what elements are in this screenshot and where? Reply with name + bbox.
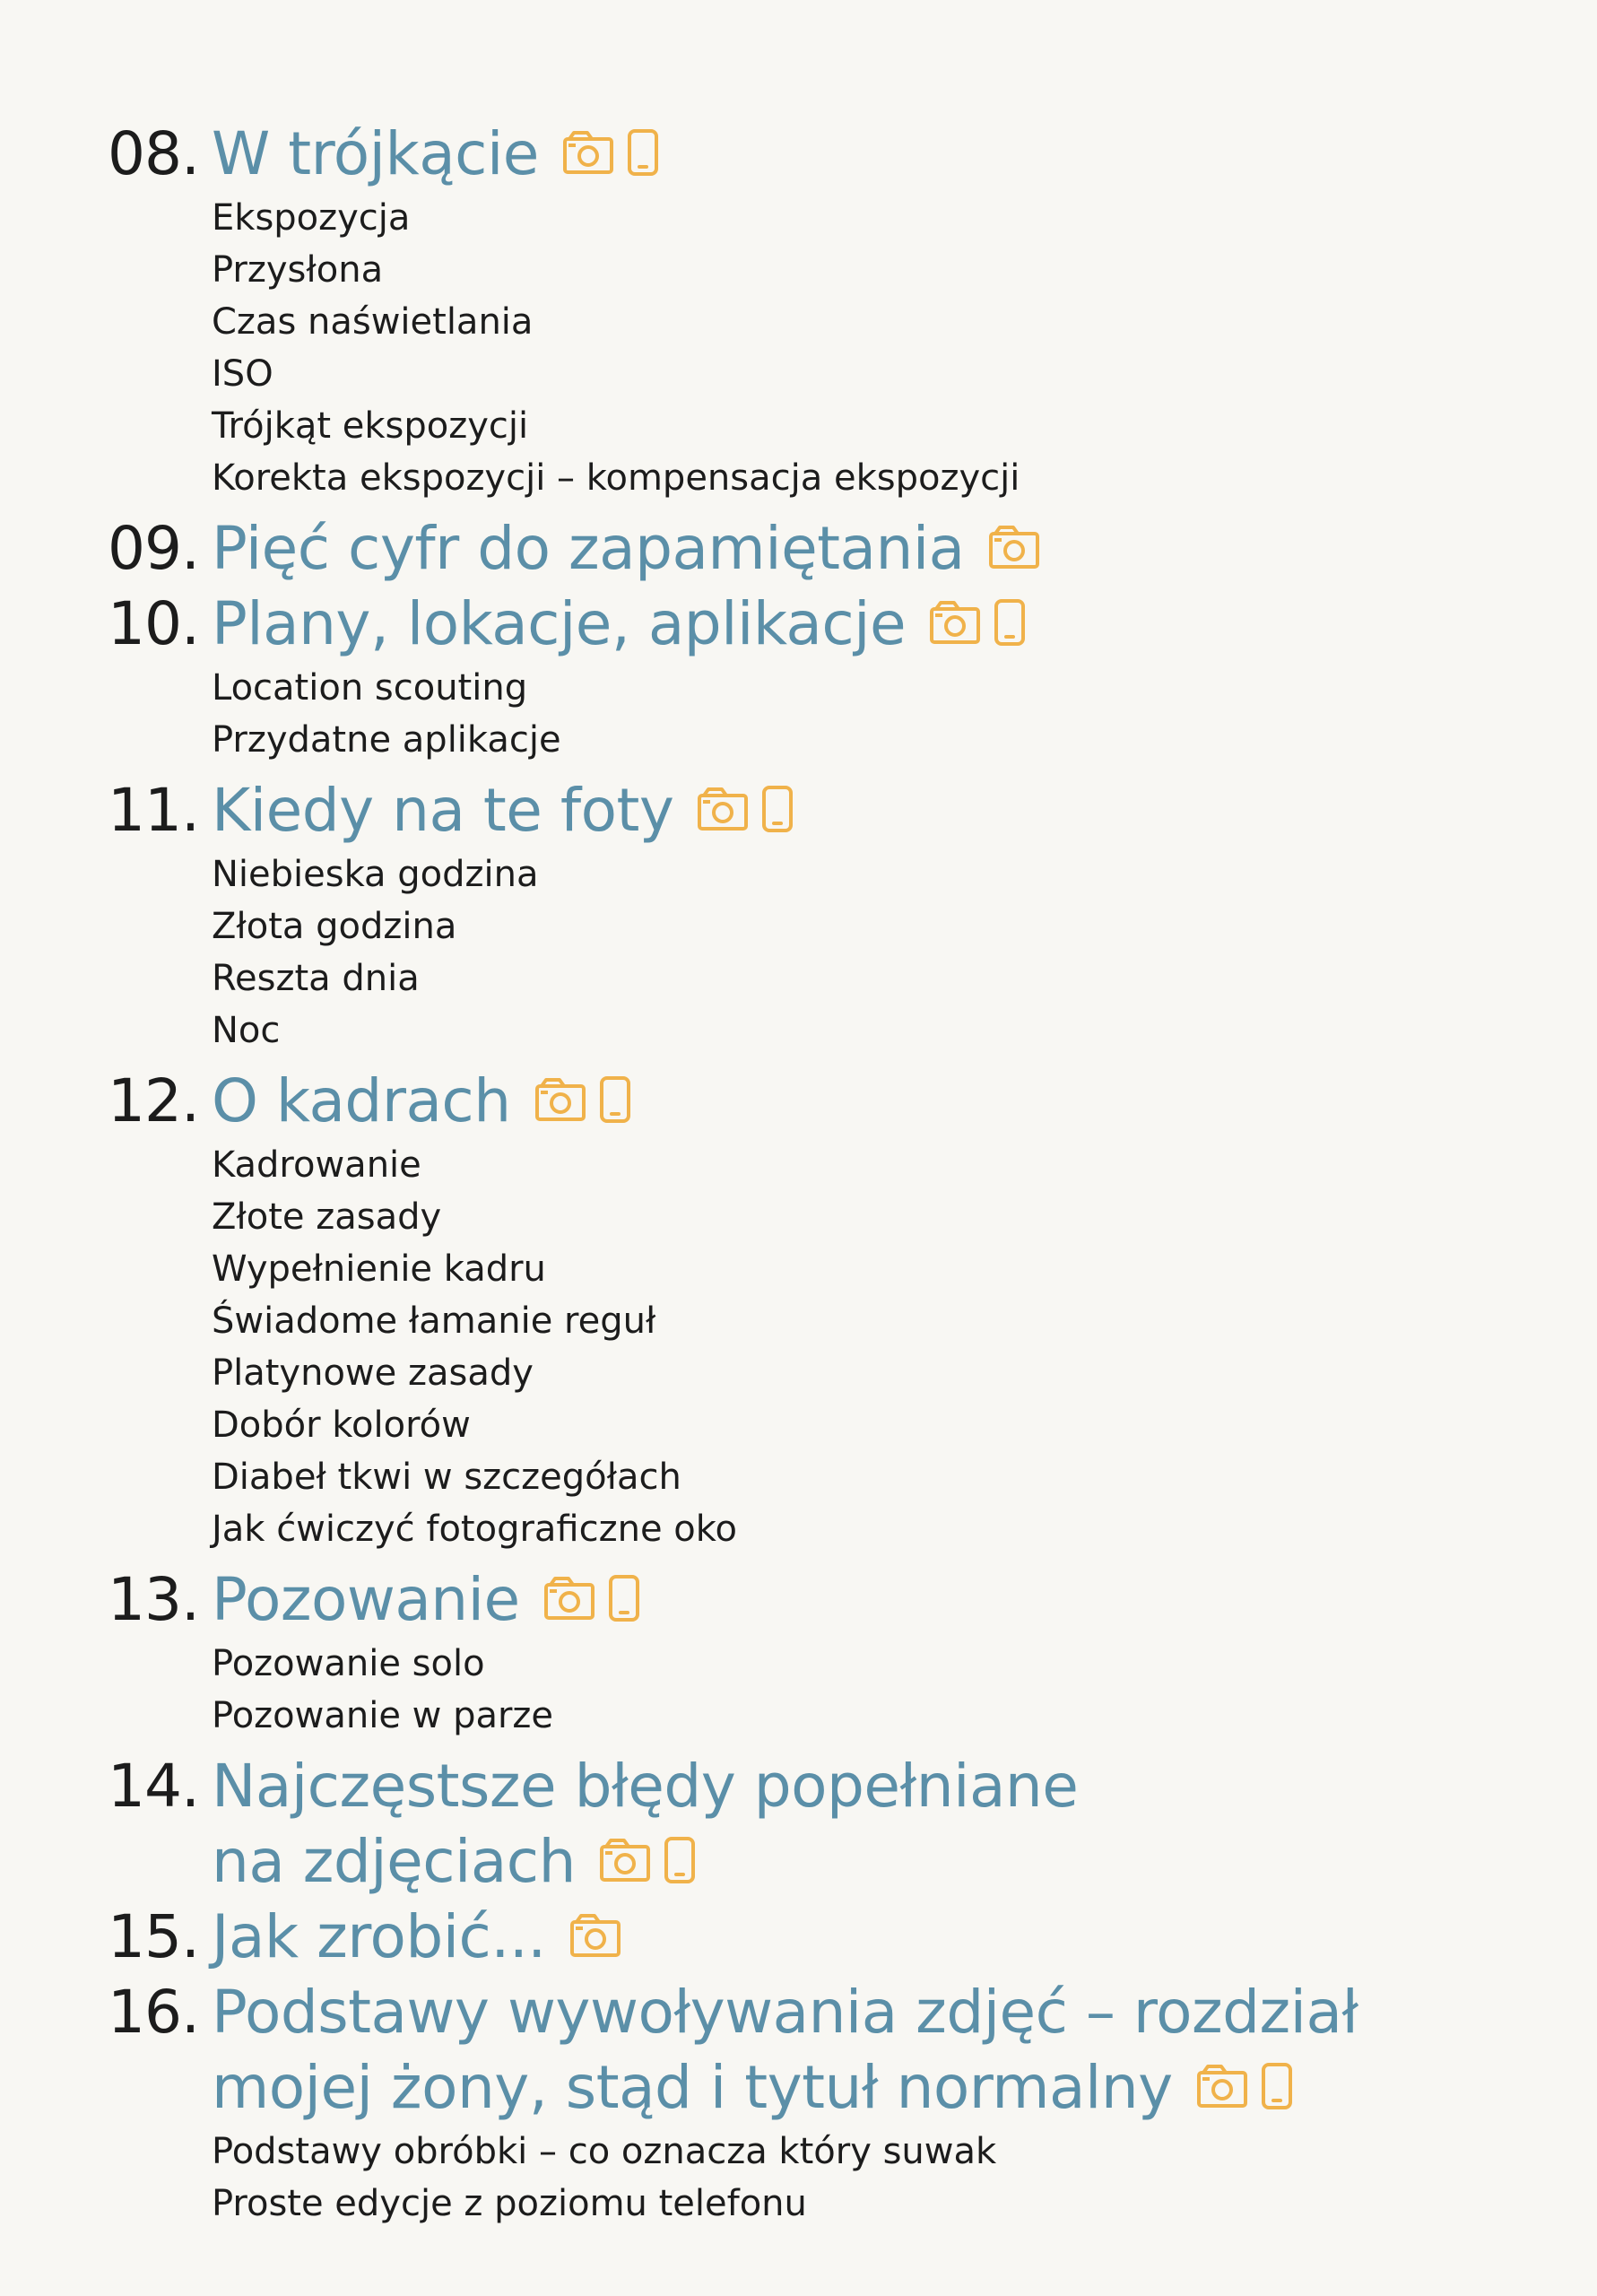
chapter-title-line (212, 1064, 631, 1139)
chapter-title-text: Najczęstsze błędy popełniane (212, 1752, 1079, 1821)
subtopic-item: Złote zasady (212, 1196, 442, 1238)
subtopic-item: Czas naświetlania (212, 301, 534, 343)
phone-icon (761, 785, 794, 833)
phone-icon (994, 598, 1026, 647)
chapter-entry (108, 511, 1542, 587)
phone-icon (664, 1836, 696, 1884)
chapter-number: 08. (108, 119, 199, 188)
chapter-icons (697, 785, 794, 833)
subtopic-item: Pozowanie w parze (212, 1695, 554, 1736)
subtopic-item: Świadome łamanie reguł (212, 1300, 656, 1342)
subtopic-item: Przydatne aplikacje (212, 719, 561, 761)
chapter-number: 15. (108, 1902, 199, 1971)
chapter-title (212, 117, 659, 192)
chapter-heading (108, 117, 1542, 192)
chapter-title-line (212, 511, 1040, 587)
chapter-title (212, 511, 1040, 587)
subtopic-list (212, 848, 1542, 1057)
subtopic-list (212, 662, 1542, 766)
chapter-heading (108, 1064, 1542, 1139)
subtopic-item: Ekspozycja (212, 197, 411, 239)
chapter-title (212, 1975, 1358, 2126)
chapter-heading (108, 1975, 1542, 2126)
camera-icon (562, 130, 614, 175)
chapter-title (212, 1749, 1078, 1900)
subtopic-item: Korekta ekspozycji – kompensacja ekspozycji (212, 457, 1020, 499)
phone-icon (599, 1075, 631, 1124)
chapter-title (212, 1064, 631, 1139)
chapter-number: 14. (108, 1752, 199, 1821)
subtopic-item: Reszta dnia (212, 958, 420, 999)
chapter-title (212, 587, 1026, 662)
chapter-entry (108, 587, 1542, 766)
chapter-title-text: mojej żony, stąd i tytuł normalny (212, 2053, 1173, 2122)
chapter-heading (108, 511, 1542, 587)
chapter-heading (108, 1900, 1542, 1975)
chapter-entry (108, 117, 1542, 504)
phone-icon (608, 1574, 640, 1622)
chapter-heading (108, 587, 1542, 662)
chapter-number: 11. (108, 776, 199, 845)
table-of-contents (108, 117, 1542, 2237)
chapter-title-line (212, 1749, 1078, 1824)
camera-icon (929, 600, 981, 645)
chapter-heading (108, 1749, 1542, 1900)
chapter-icons (1196, 2062, 1293, 2110)
chapter-title-line (212, 2050, 1358, 2126)
chapter-number: 09. (108, 514, 199, 583)
subtopic-item: Kadrowanie (212, 1144, 421, 1186)
subtopic-item: Podstawy obróbki – co oznacza który suwak (212, 2131, 997, 2172)
subtopic-item: Trójkąt ekspozycji (212, 405, 529, 447)
chapter-icons (569, 1913, 621, 1958)
chapter-number: 10. (108, 589, 199, 658)
subtopic-item: Przysłona (212, 249, 384, 291)
subtopic-item: Diabeł tkwi w szczegółach (212, 1457, 681, 1498)
subtopic-item: Złota godzina (212, 906, 457, 947)
chapter-entry (108, 1975, 1542, 2230)
chapter-title-line (212, 1824, 1078, 1900)
subtopic-item: Jak ćwiczyć fotograficzne oko (212, 1509, 737, 1550)
camera-icon (697, 787, 749, 831)
phone-icon (1261, 2062, 1293, 2110)
phone-icon (627, 128, 659, 177)
chapter-entry (108, 1749, 1542, 1900)
camera-icon (599, 1838, 651, 1883)
chapter-heading (108, 1562, 1542, 1638)
chapter-number: 12. (108, 1066, 199, 1135)
chapter-title-line (212, 1562, 640, 1638)
subtopic-list (212, 1139, 1542, 1555)
chapter-title-text: Pięć cyfr do zapamiętania (212, 514, 965, 583)
chapter-entry (108, 1064, 1542, 1555)
subtopic-list (212, 192, 1542, 504)
camera-icon (1196, 2064, 1248, 2109)
subtopic-item: Dobór kolorów (212, 1405, 471, 1446)
camera-icon (569, 1913, 621, 1958)
camera-icon (988, 525, 1040, 570)
chapter-entry (108, 1562, 1542, 1742)
chapter-title (212, 1900, 621, 1975)
camera-icon (543, 1576, 595, 1621)
subtopic-item: Platynowe zasady (212, 1352, 534, 1394)
subtopic-item: Pozowanie solo (212, 1643, 485, 1684)
chapter-title-line (212, 1900, 621, 1975)
chapter-title-text: Pozowanie (212, 1565, 520, 1634)
camera-icon (534, 1077, 586, 1122)
chapter-title-text: na zdjęciach (212, 1827, 576, 1896)
chapter-title-text: Plany, lokacje, aplikacje (212, 589, 907, 658)
subtopic-list (212, 2126, 1542, 2230)
chapter-title-line (212, 773, 794, 848)
subtopic-item: Location scouting (212, 667, 528, 709)
chapter-icons (988, 525, 1040, 570)
chapter-icons (929, 598, 1026, 647)
chapter-title-text: Jak zrobić... (212, 1902, 546, 1971)
chapter-title-line (212, 117, 659, 192)
subtopic-item: Niebieska godzina (212, 854, 539, 895)
subtopic-item: Proste edycje z poziomu telefonu (212, 2183, 807, 2224)
chapter-title-line (212, 587, 1026, 662)
chapter-heading (108, 773, 1542, 848)
chapter-title-line (212, 1975, 1358, 2050)
subtopic-item: Wypełnienie kadru (212, 1248, 546, 1290)
chapter-icons (599, 1836, 696, 1884)
chapter-title-text: W trójkącie (212, 119, 539, 188)
chapter-number: 13. (108, 1565, 199, 1634)
chapter-title-text: Podstawy wywoływania zdjęć – rozdział (212, 1978, 1358, 2047)
subtopic-item: ISO (212, 353, 273, 395)
chapter-icons (534, 1075, 631, 1124)
chapter-title-text: Kiedy na te foty (212, 776, 674, 845)
chapter-title (212, 773, 794, 848)
chapter-entry (108, 1900, 1542, 1975)
subtopic-list (212, 1638, 1542, 1742)
subtopic-item: Noc (212, 1010, 281, 1051)
chapter-icons (543, 1574, 640, 1622)
chapter-entry (108, 773, 1542, 1057)
chapter-title (212, 1562, 640, 1638)
chapter-icons (562, 128, 659, 177)
chapter-number: 16. (108, 1978, 199, 2047)
chapter-title-text: O kadrach (212, 1066, 511, 1135)
